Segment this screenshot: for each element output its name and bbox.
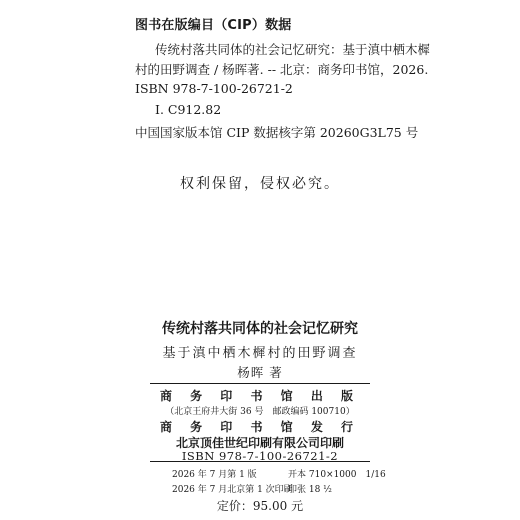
- book-subtitle: 基于滇中栖木樨村的田野调查: [162, 346, 358, 361]
- cip-heading: 图书在版编目（CIP）数据: [135, 18, 292, 33]
- book-title: 传统村落共同体的社会记忆研究: [162, 321, 358, 337]
- rights-notice: 权利保留，侵权必究。: [180, 176, 340, 192]
- publisher-name: 商 务 印 书 馆 出 版: [159, 389, 361, 403]
- format-size: 开本 710×1000 1/16: [288, 470, 386, 480]
- printer-name: 北京顶佳世纪印刷有限公司印刷: [175, 436, 344, 450]
- publisher-address: （北京王府井大街 36 号 邮政编码 100710）: [165, 407, 355, 417]
- printing-date: 2026 年 7 月北京第 1 次印刷: [172, 485, 293, 495]
- cip-record-number-line: 中国国家版本馆 CIP 数据核字第 20260G3L75 号: [135, 125, 419, 140]
- printed-sheets: 印张 18 ½: [288, 485, 332, 495]
- divider-middle: [150, 461, 370, 462]
- price: 定价：95.00 元: [216, 499, 304, 513]
- edition-date: 2026 年 7 月第 1 版: [172, 470, 257, 480]
- isbn-line: ISBN 978-7-100-26721-2: [181, 449, 339, 463]
- cip-classification-line: Ⅰ. C912.82: [155, 102, 222, 117]
- cip-author-publisher-line: 村的田野调查 / 杨晖著. -- 北京：商务印书馆，2026.: [135, 62, 429, 77]
- book-author: 杨晖 著: [237, 365, 283, 380]
- distributor-name: 商 务 印 书 馆 发 行: [159, 420, 361, 434]
- cip-isbn-line: ISBN 978-7-100-26721-2: [135, 81, 293, 96]
- cip-title-line: 传统村落共同体的社会记忆研究：基于滇中栖木樨: [155, 42, 431, 57]
- divider-top: [150, 383, 370, 384]
